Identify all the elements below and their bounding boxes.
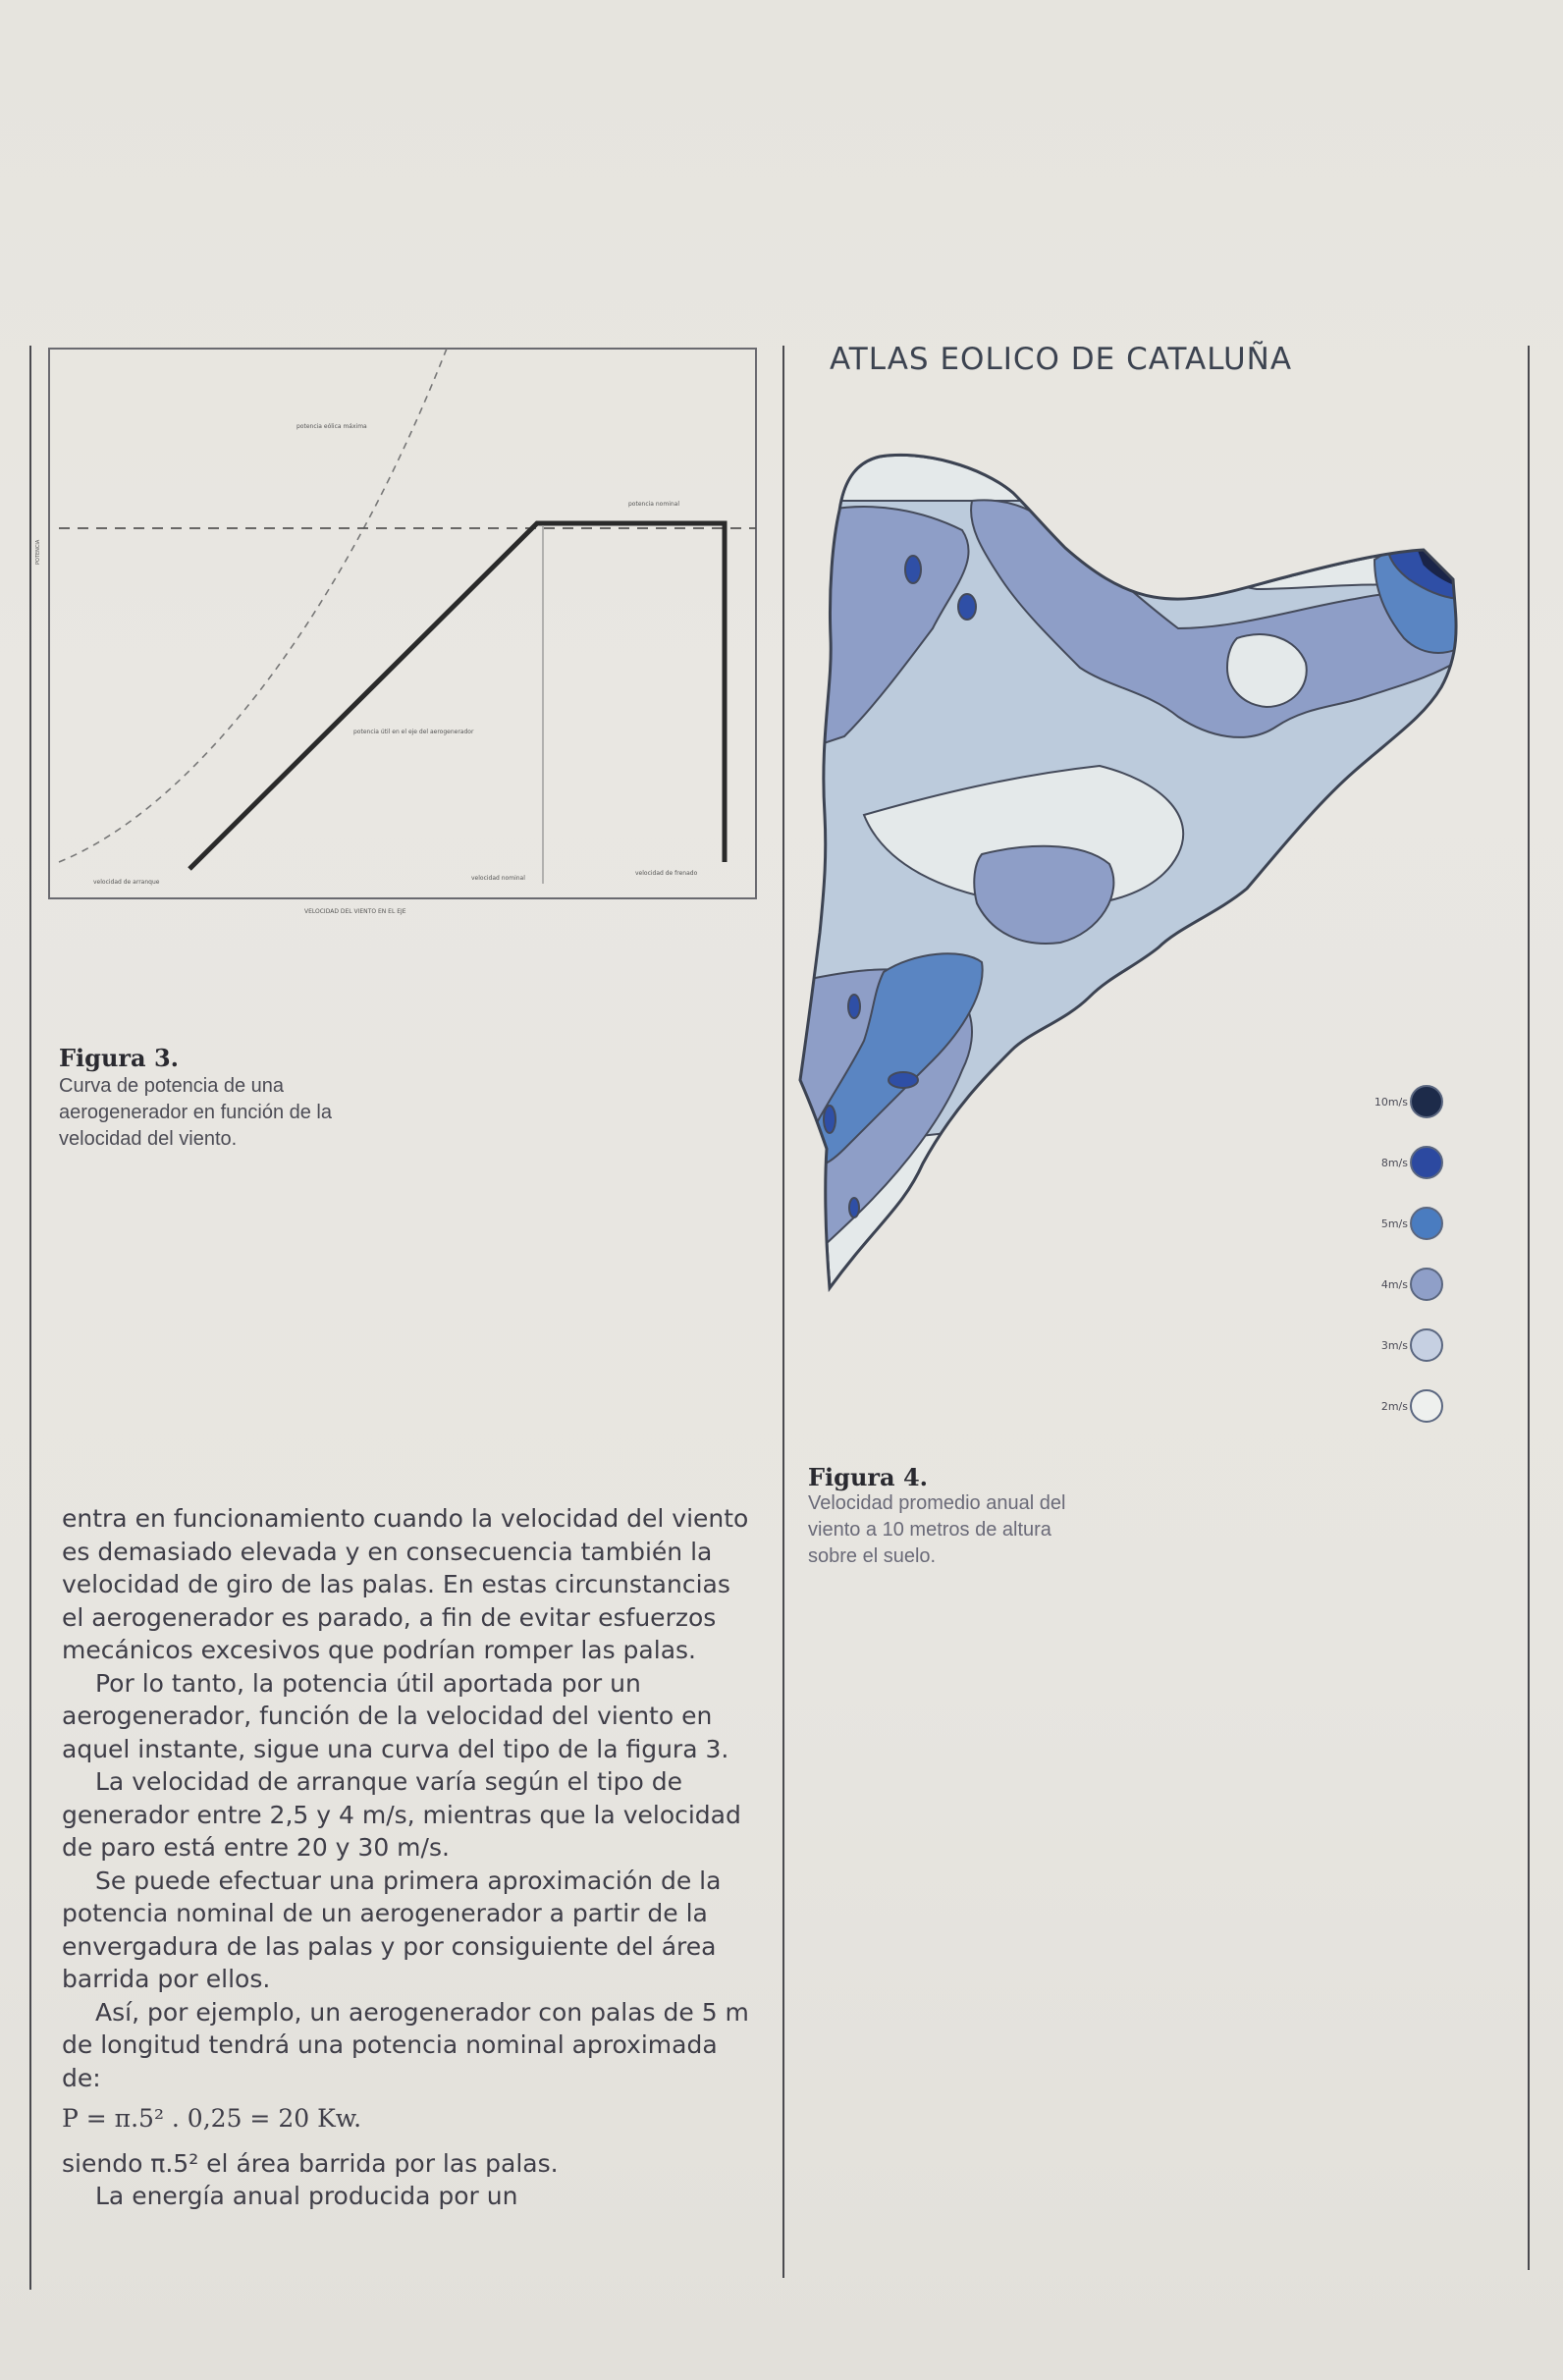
legend-item — [1381, 1384, 1443, 1428]
paragraph: Se puede efectuar una primera aproximación de la potencia nominal de un aerogenerador a partir de la envergadura de las palas y por consiguiente del área barrida por ellos. — [62, 1866, 722, 1993]
paragraph: entra en funcionamiento cuando la velocidad del viento es demasiado elevada y en consecuencia también la velocidad de giro de las palas. En estas circunstancias el aerogenerador es parado, a fin de evitar esfuerzos mecánicos excesivos que podrían romper las palas. — [62, 1504, 749, 1664]
legend-label: 2m/s — [1380, 1399, 1408, 1413]
region-8ms-spot — [849, 1198, 859, 1217]
legend-swatch — [1410, 1085, 1443, 1118]
paragraph: Por lo tanto, la potencia útil aportada por un aerogenerador, función de la velocidad del viento en aquel instante, sigue una curva del tipo de la figura 3. — [62, 1668, 729, 1763]
figure-4-caption-title: Figura 4. — [808, 1463, 928, 1491]
legend-swatch — [1410, 1146, 1443, 1179]
legend-label: 5m/s — [1380, 1217, 1408, 1230]
caption-line: aerogenerador en función de la — [59, 1102, 332, 1123]
legend-label: 10m/s — [1374, 1095, 1408, 1109]
figure-4-caption — [808, 1490, 1065, 1570]
left-column-rule — [29, 346, 31, 2290]
paragraph: siendo π.5² el área barrida por las palas. — [62, 2148, 559, 2178]
caption-line: viento a 10 metros de altura — [808, 1519, 1051, 1541]
caption-line: sobre el suelo. — [808, 1545, 937, 1567]
region-8ms-spot — [889, 1072, 918, 1088]
y-axis-label: POTENCIA — [35, 539, 41, 565]
legend-swatch — [1410, 1328, 1443, 1362]
region-8ms-spot — [958, 594, 976, 620]
legend-label: 4m/s — [1380, 1277, 1408, 1291]
article-body — [62, 1502, 749, 2213]
legend-swatch — [1410, 1207, 1443, 1240]
legend-label: 3m/s — [1380, 1338, 1408, 1352]
center-column-rule — [782, 346, 784, 2278]
region-8ms-spot — [905, 556, 921, 583]
legend-item — [1381, 1324, 1443, 1367]
figure-3-caption — [59, 1073, 332, 1153]
paragraph: La velocidad de arranque varía según el tipo de generador entre 2,5 y 4 m/s, mientras que la velocidad de paro está entre 20 y 30 m/s. — [62, 1767, 741, 1862]
map-regions — [795, 455, 1473, 1288]
caption-line: Curva de potencia de una — [59, 1075, 285, 1097]
right-column-rule — [1528, 346, 1530, 2270]
caption-line: Velocidad promedio anual del — [808, 1492, 1066, 1514]
region-8ms-spot — [848, 995, 860, 1018]
useful-power-label: potencia útil en el eje del aerogenerador — [353, 729, 474, 735]
figure-3-power-curve — [35, 339, 766, 918]
legend-label: 8m/s — [1380, 1156, 1408, 1169]
legend-item — [1381, 1202, 1443, 1245]
region-8ms-spot — [824, 1106, 835, 1133]
paragraph: Así, por ejemplo, un aerogenerador con palas de 5 m de longitud tendrá una potencia nominal aproximada de: — [62, 1997, 749, 2092]
power-formula: P = π.5² . 0,25 = 20 Kw. — [62, 2104, 362, 2133]
stop-speed-label: velocidad de frenado — [635, 870, 698, 877]
nominal-speed-label: velocidad nominal — [471, 875, 525, 882]
legend-item — [1374, 1080, 1443, 1123]
plot-frame — [49, 349, 756, 898]
x-axis-label: VELOCIDAD DEL VIENTO EN EL EJE — [304, 908, 406, 915]
atlas-title: ATLAS EOLICO DE CATALUÑA — [830, 342, 1293, 377]
figure-3-caption-title: Figura 3. — [59, 1044, 179, 1072]
paragraph: La energía anual producida por un — [95, 2182, 518, 2210]
legend-item — [1381, 1141, 1443, 1184]
caption-line: velocidad del viento. — [59, 1128, 238, 1150]
legend-swatch — [1410, 1268, 1443, 1301]
start-speed-label: velocidad de arranque — [93, 879, 160, 886]
useful-power-curve — [189, 523, 725, 869]
nominal-power-label: potencia nominal — [628, 501, 680, 508]
wind-power-curve — [59, 349, 447, 862]
legend-swatch — [1410, 1389, 1443, 1423]
legend-item — [1381, 1263, 1443, 1306]
wind-power-label: potencia eólica máxima — [296, 423, 367, 430]
